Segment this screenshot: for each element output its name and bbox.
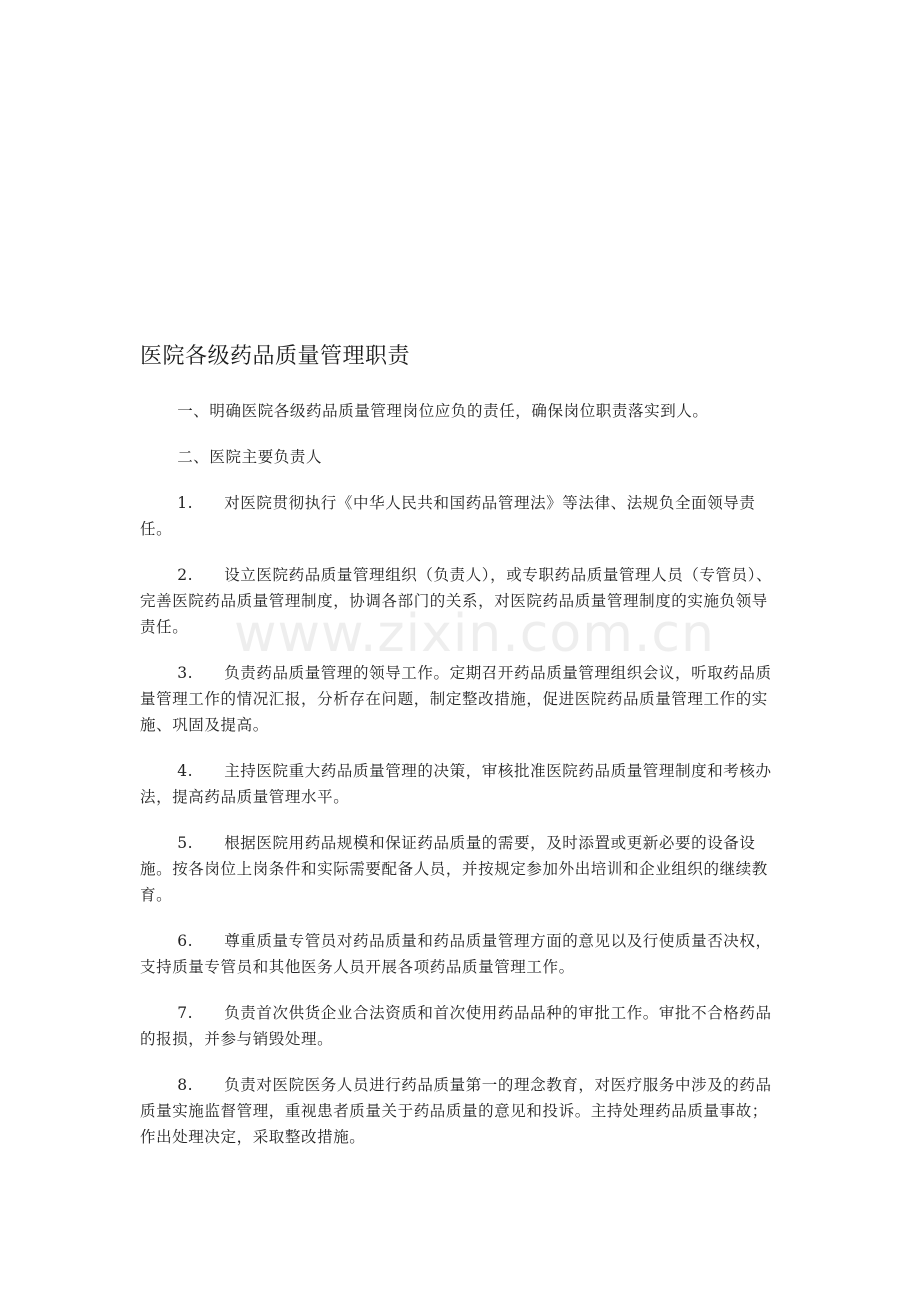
list-item — [140, 758, 782, 810]
item-text: 负责对医院医务人员进行药品质量第一的理念教育，对医疗服务中涉及的药品质量实施监督管理，重视患者质量关于药品质量的意见和投诉。主持处理药品质量事故；作出处理决定，采取整改措施。 — [140, 1076, 772, 1146]
list-item — [140, 490, 782, 542]
item-text: 根据医院用药品规模和保证药品质量的需要，及时添置或更新必要的设备设施。按各岗位上岗条件和实际需要配备人员，并按规定参加外出培训和企业组织的继续教育。 — [140, 834, 768, 904]
list-item — [140, 660, 782, 738]
list-item — [140, 1000, 782, 1052]
item-number: 4. — [177, 762, 194, 780]
section-heading: 二、医院主要负责人 — [177, 448, 323, 466]
item-text: 负责首次供货企业合法资质和首次使用药品品种的审批工作。审批不合格药品的报损，并参与销毁处理。 — [140, 1004, 772, 1048]
list-item — [140, 562, 782, 640]
item-text: 设立医院药品质量管理组织（负责人），或专职药品质量管理人员（专管员）、完善医院药品质量管理制度，协调各部门的关系，对医院药品质量管理制度的实施负领导责任。 — [140, 566, 773, 636]
item-number: 1. — [177, 494, 194, 512]
item-number: 5. — [177, 834, 194, 852]
document-title: 医院各级药品质量管理职责 — [140, 344, 411, 369]
document-page — [140, 342, 782, 1170]
item-text: 对医院贯彻执行《中华人民共和国药品管理法》等法律、法规负全面领导责任。 — [140, 494, 756, 538]
list-item — [140, 928, 782, 980]
list-item — [140, 830, 782, 908]
item-text: 负责药品质量管理的领导工作。定期召开药品质量管理组织会议，听取药品质量管理工作的情况汇报，分析存在问题，制定整改措施，促进医院药品质量管理工作的实施、巩固及提高。 — [140, 664, 772, 734]
item-number: 2. — [177, 566, 194, 584]
item-text: 尊重质量专管员对药品质量和药品质量管理方面的意见以及行使质量否决权，支持质量专管员和其他医务人员开展各项药品质量管理工作。 — [140, 932, 772, 976]
item-number: 7. — [177, 1004, 194, 1022]
item-number: 3. — [177, 664, 194, 682]
watermark: www.zixin.com.cn — [234, 604, 715, 664]
item-number: 6. — [177, 932, 194, 950]
list-item — [140, 1072, 782, 1150]
item-number: 8. — [177, 1076, 194, 1094]
intro-paragraph: 一、明确医院各级药品质量管理岗位应负的责任，确保岗位职责落实到人。 — [177, 402, 709, 420]
item-text: 主持医院重大药品质量管理的决策，审核批准医院药品质量管理制度和考核办法，提高药品质量管理水平。 — [140, 762, 772, 806]
